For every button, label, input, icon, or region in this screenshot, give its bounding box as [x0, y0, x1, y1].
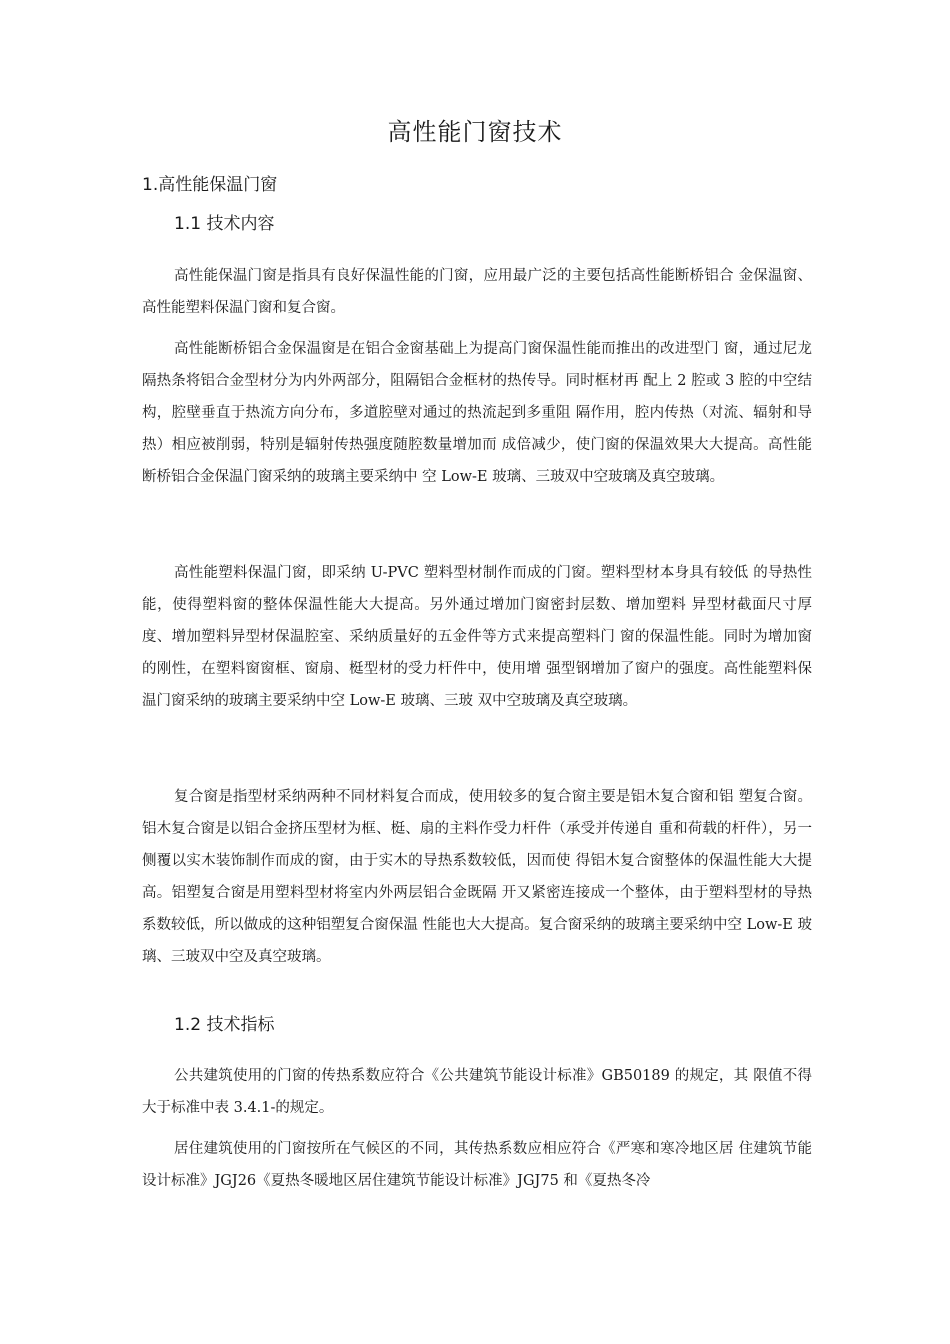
subsection-heading-1-2: 1.2 技术指标: [174, 1015, 275, 1035]
paragraph-1: 高性能保温门窗是指具有良好保温性能的门窗，应用最广泛的主要包括高性能断桥铝合 金保温窗、高性能塑料保温门窗和复合窗。: [142, 268, 812, 316]
subsection-heading-1-1: 1.1 技术内容: [174, 214, 275, 234]
paragraph-3: 高性能塑料保温门窗，即采纳 U-PVC 塑料型材制作而成的门窗。塑料型材本身具有较低 的导热性能，使得塑料窗的整体保温性能大大提高。另外通过增加门窗密封层数、增加塑料 异型材截面尺寸厚度、增加塑料异型材保温腔室、采纳质量好的五金件等方式来提高塑料门 窗的保温性能。同时为增加窗的刚性，在塑料窗窗框、窗扇、梃型材的受力杆件中，使用增 强型钢增加了窗户的强度。高性能塑料保温门窗采纳的玻璃主要采纳中空 Low-E 玻璃、三玻 双中空玻璃及真空玻璃。: [142, 565, 812, 709]
paragraph-2: 高性能断桥铝合金保温窗是在铝合金窗基础上为提高门窗保温性能而推出的改进型门 窗，通过尼龙隔热条将铝合金型材分为内外两部分，阻隔铝合金框材的热传导。同时框材再 配上 2 腔或 3 腔的中空结构，腔壁垂直于热流方向分布，多道腔壁对通过的热流起到多重阻 隔作用，腔内传热（对流、辐射和导热）相应被削弱，特别是辐射传热强度随腔数量增加而 成倍减少，使门窗的保温效果大大提高。高性能断桥铝合金保温门窗采纳的玻璃主要采纳中 空 Low-E 玻璃、三玻双中空玻璃及真空玻璃。: [142, 341, 812, 485]
page-title: 高性能门窗技术: [387, 118, 563, 146]
paragraph-4: 复合窗是指型材采纳两种不同材料复合而成，使用较多的复合窗主要是铝木复合窗和铝 塑复合窗。铝木复合窗是以铝合金挤压型材为框、梃、扇的主料作受力杆件（承受并传递自 重和荷载的杆件），另一侧覆以实木装饰制作而成的窗，由于实木的导热系数较低，因而使 得铝木复合窗整体的保温性能大大提高。铝塑复合窗是用塑料型材将室内外两层铝合金既隔 开又紧密连接成一个整体，由于塑料型材的导热系数较低，所以做成的这种铝塑复合窗保温 性能也大大提高。复合窗采纳的玻璃主要采纳中空 Low-E 玻璃、三玻双中空及真空玻璃。: [142, 789, 812, 965]
section-heading-1: 1.高性能保温门窗: [142, 175, 278, 195]
paragraph-6: 居住建筑使用的门窗按所在气候区的不同，其传热系数应相应符合《严寒和寒冷地区居 住建筑节能设计标准》JGJ26《夏热冬暖地区居住建筑节能设计标准》JGJ75 和《夏热冬冷: [142, 1141, 812, 1189]
paragraph-5: 公共建筑使用的门窗的传热系数应符合《公共建筑节能设计标准》GB50189 的规定，其 限值不得大于标准中表 3.4.1-的规定。: [142, 1068, 812, 1116]
